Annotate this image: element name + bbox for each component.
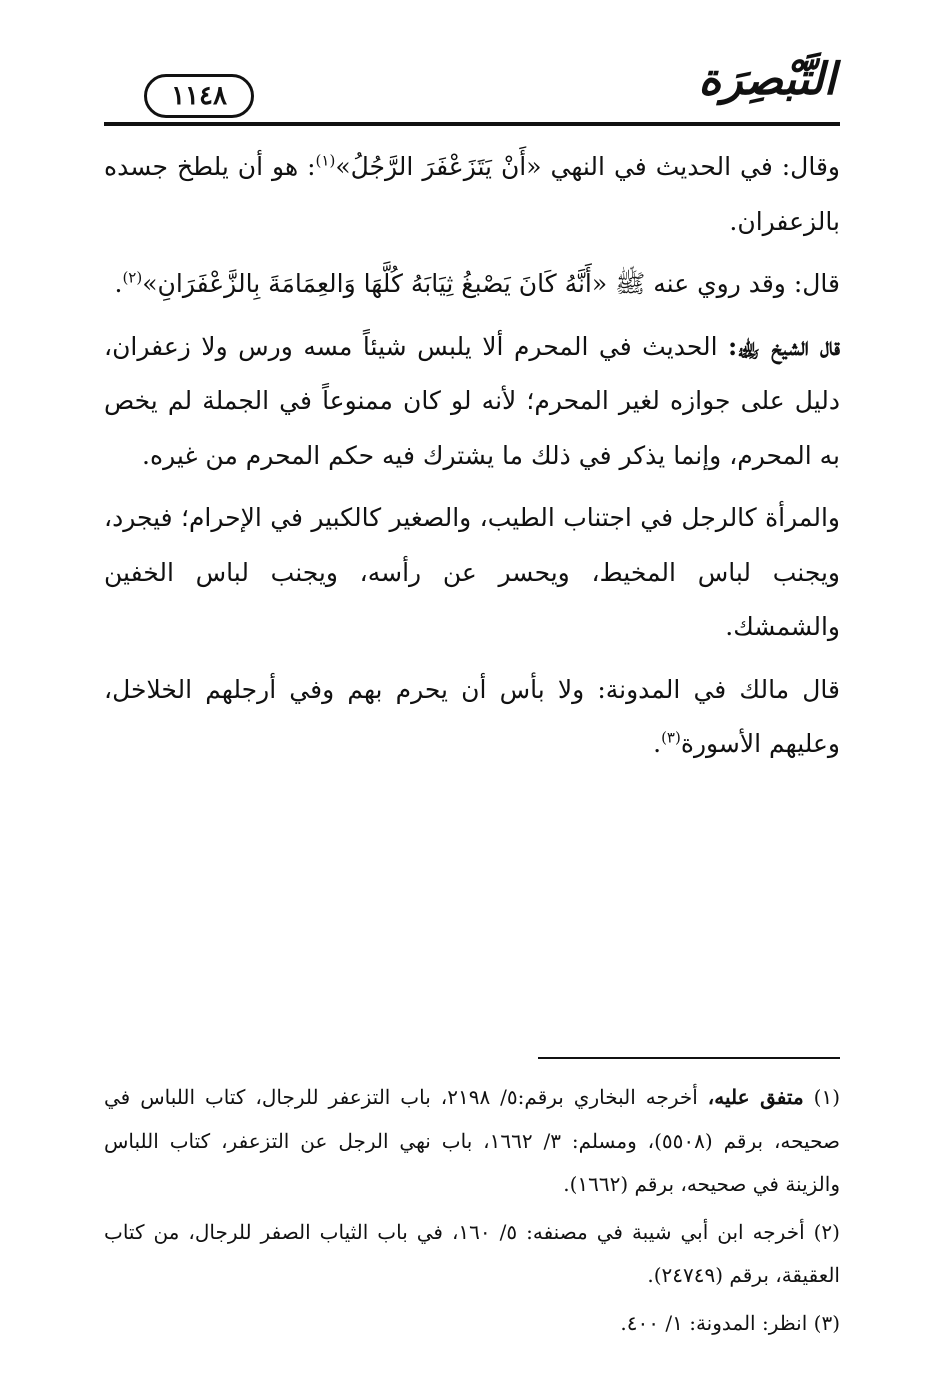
paragraph-text: وقال: في الحديث في النهي «أَنْ يَتَزَعْفَرَ الرَّجُلُ» <box>335 152 840 181</box>
paragraph-5 <box>104 663 840 772</box>
page-header <box>104 52 840 126</box>
page-number: ١١٤٨ <box>171 81 227 111</box>
paragraph-4 <box>104 491 840 655</box>
footnotes <box>104 1076 840 1349</box>
paragraph-text-after: . <box>114 269 123 298</box>
paragraph-text: الحديث في المحرم ألا يلبس شيئاً مسه ورس ولا زعفران، دليل على جوازه لغير المحرم؛ لأنه لو كان ممنوعاً في الجملة لم يخص به المحرم، وإنما يذكر في ذلك ما يشترك فيه حكم المحرم من غيره. <box>104 331 840 470</box>
paragraph-text-after: . <box>653 729 662 758</box>
footnote-ref[interactable]: (٢) <box>122 268 143 287</box>
paragraph-lead: قال الشيخ ﵀: <box>728 331 840 361</box>
paragraph-text: والمرأة كالرجل في اجتناب الطيب، والصغير كالكبير في الإحرام؛ فيجرد، ويجنب لباس المخيط، ويحسر عن رأسه، ويجنب لباس الخفين والشمشك. <box>104 503 840 641</box>
paragraph-1 <box>104 140 840 249</box>
footnote-divider <box>538 1057 840 1059</box>
paragraph-3 <box>104 320 840 484</box>
book-title: التَّبْصِرَة <box>698 54 836 105</box>
paragraph-2 <box>104 257 840 312</box>
footnote-ref[interactable]: (١) <box>315 151 336 170</box>
paragraph-text-after: : هو أن يلطخ جسده بالزعفران. <box>104 152 840 236</box>
footnote-3 <box>104 1302 840 1346</box>
footnote-number: (١) <box>813 1085 841 1109</box>
footnote-number: (٢) <box>813 1219 840 1244</box>
footnote-ref[interactable]: (٣) <box>661 728 681 747</box>
footnote-number: (٣) <box>813 1310 840 1335</box>
footnote-1 <box>104 1076 840 1207</box>
footnote-text: انظر: المدونة: ١/ ٤٠٠. <box>620 1310 814 1335</box>
footnote-lead: متفق عليه، <box>707 1085 804 1109</box>
main-text <box>104 140 840 780</box>
footnote-text: أخرجه البخاري برقم:٥/ ٢١٩٨، باب التزعفر للرجال، كتاب اللباس في صحيحه، برقم (٥٥٠٨)، ومسلم: ٣/ ١٦٦٢، باب نهي الرجل عن التزعفر، كتاب اللباس والزينة في صحيحه، برقم (١٦٦٢). <box>104 1085 840 1196</box>
footnote-text: أخرجه ابن أبي شيبة في مصنفه: ٥/ ١٦٠، في باب الثياب الصفر للرجال، من كتاب العقيقة، برقم (٢٤٧٤٩). <box>104 1219 840 1287</box>
paragraph-text: قال مالك في المدونة: ولا بأس أن يحرم بهم وفي أرجلهم الخلاخل، وعليهم الأسورة <box>104 674 840 758</box>
header-divider <box>104 122 840 126</box>
footnote-2 <box>104 1211 840 1298</box>
paragraph-text: قال: وقد روي عنه ﷺ «أَنَّهُ كَانَ يَصْبغُ ثِيَابَهُ كُلَّهَا وَالعِمَامَةَ بِالزَّعْفَرَانِ» <box>142 269 840 298</box>
page-number-badge <box>144 74 254 118</box>
